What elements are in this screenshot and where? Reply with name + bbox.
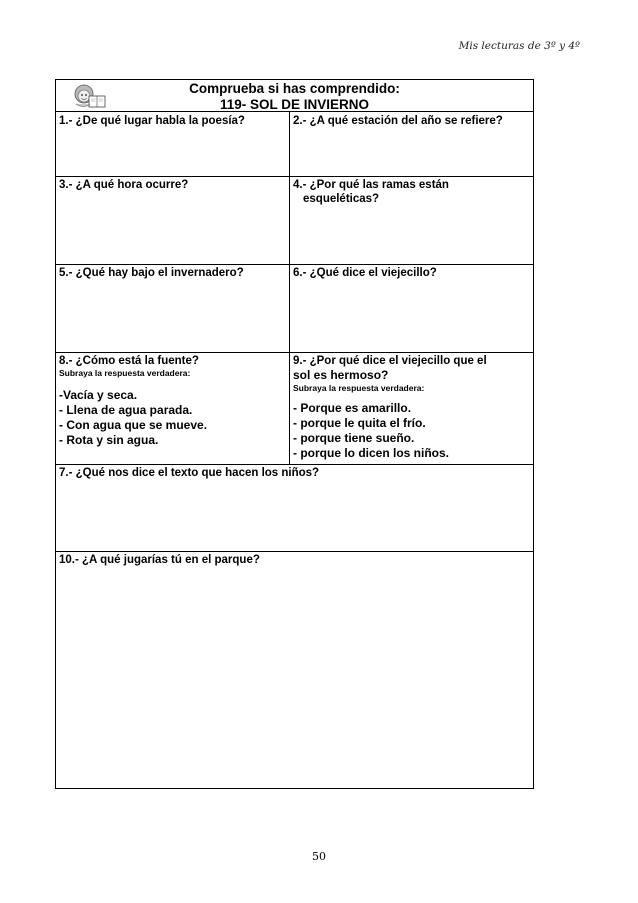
question-9-option: - porque tiene sueño. bbox=[293, 431, 415, 445]
title-line-2: 119- SOL DE INVIERNO bbox=[219, 97, 370, 112]
question-4 bbox=[290, 176, 534, 264]
question-4-text-cont: esqueléticas? bbox=[303, 193, 380, 205]
reading-child-icon bbox=[70, 82, 108, 110]
question-5 bbox=[56, 264, 289, 352]
question-6-text: 6.- ¿Qué dice el viejecillo? bbox=[293, 267, 437, 279]
question-8-hint: Subraya la respuesta verdadera: bbox=[59, 368, 191, 378]
question-7-text: 7.- ¿Qué nos dice el texto que hacen los niños? bbox=[59, 467, 320, 479]
question-6 bbox=[290, 264, 534, 352]
question-9-text: 9.- ¿Por qué dice el viejecillo que el bbox=[293, 355, 487, 367]
page-number: 50 bbox=[312, 850, 326, 863]
question-1-text: 1.- ¿De qué lugar habla la poesía? bbox=[59, 115, 245, 127]
question-3-text: 3.- ¿A qué hora ocurre? bbox=[59, 179, 189, 191]
question-9-hint: Subraya la respuesta verdadera: bbox=[293, 383, 425, 393]
question-9 bbox=[290, 352, 534, 464]
question-8-option: - Rota y sin agua. bbox=[59, 433, 159, 447]
question-10-text: 10.- ¿A qué jugarías tú en el parque? bbox=[59, 554, 260, 566]
title-row bbox=[56, 80, 533, 112]
question-9-option: - porque lo dicen los niños. bbox=[293, 446, 450, 460]
question-9-text-cont: sol es hermoso? bbox=[293, 368, 389, 382]
title-line-1: Comprueba si has comprendido: bbox=[189, 81, 400, 96]
question-8 bbox=[56, 352, 289, 464]
question-8-option: - Llena de agua parada. bbox=[59, 403, 193, 417]
question-5-text: 5.- ¿Qué hay bajo el invernadero? bbox=[59, 267, 244, 279]
question-3 bbox=[56, 176, 289, 264]
question-1 bbox=[56, 112, 289, 176]
header-note: Mis lecturas de 3º y 4º bbox=[458, 40, 580, 52]
question-2-text: 2.- ¿A qué estación del año se refiere? bbox=[293, 115, 503, 127]
question-10 bbox=[56, 551, 534, 788]
worksheet-table bbox=[55, 79, 534, 789]
question-9-option: - Porque es amarillo. bbox=[293, 401, 412, 415]
question-7 bbox=[56, 464, 534, 551]
question-8-option: - Con agua que se mueve. bbox=[59, 418, 208, 432]
question-4-text: 4.- ¿Por qué las ramas están bbox=[293, 179, 449, 191]
question-8-option: -Vacía y seca. bbox=[59, 388, 138, 402]
question-2 bbox=[290, 112, 534, 176]
question-8-text: 8.- ¿Cómo está la fuente? bbox=[59, 355, 199, 367]
question-9-option: - porque le quita el frío. bbox=[293, 416, 426, 430]
